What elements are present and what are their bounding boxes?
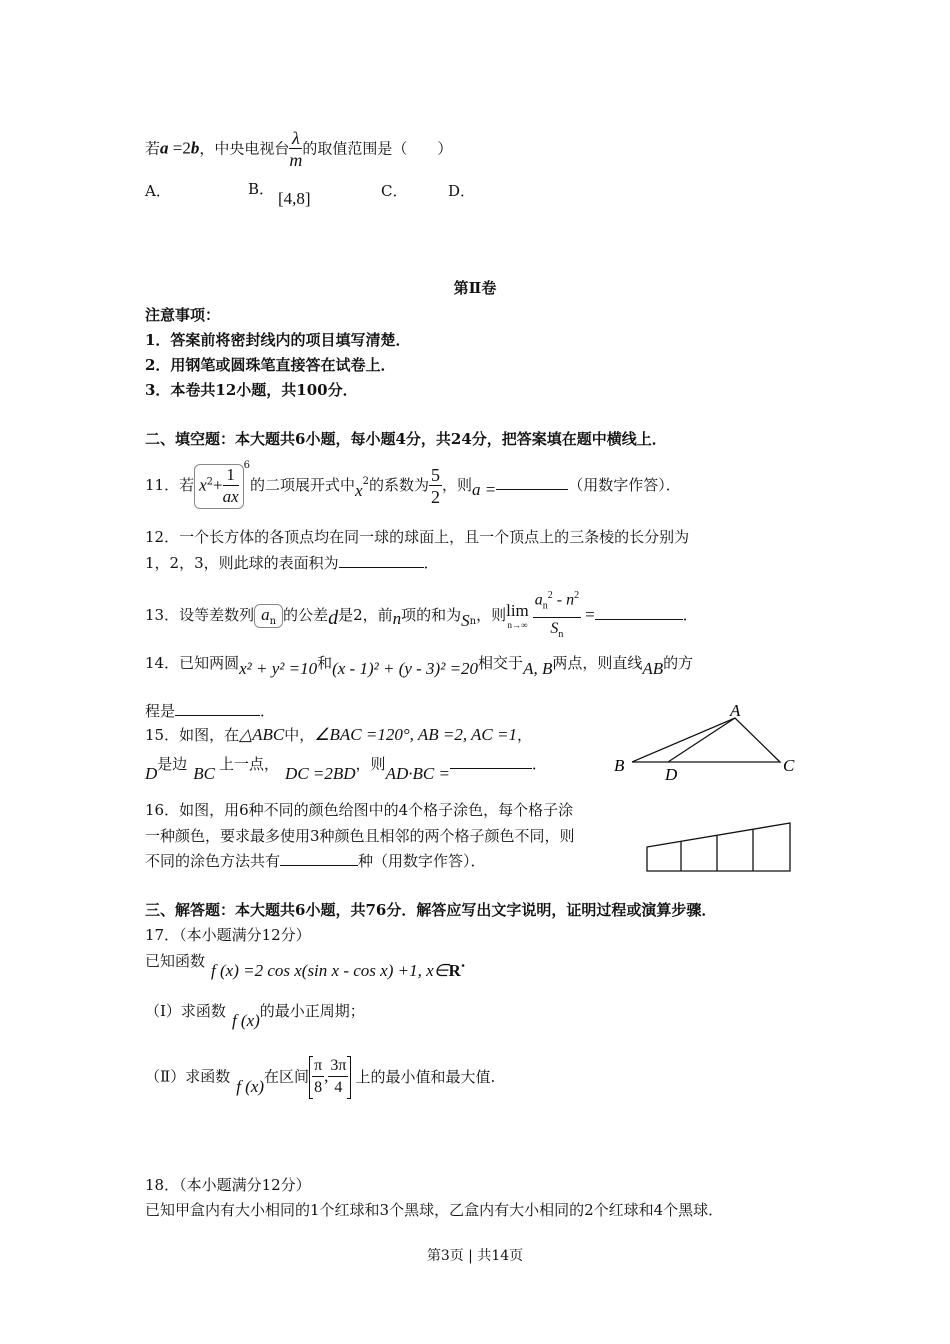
q17-given-pre: 已知函数 [145, 952, 206, 970]
q14-line2-pre: 程是 [145, 702, 176, 720]
q18-title: 18．（本小题满分12分） [145, 1176, 311, 1194]
q15-line2 [145, 753, 547, 784]
q15-answer-blank[interactable] [450, 754, 532, 769]
q15-conditions: ∠BAC =120°, AB =2, AC =1 [314, 725, 517, 744]
notice-1: 1．答案前将密封线内的项目填写清楚． [145, 331, 411, 349]
q14-line1 [145, 652, 693, 679]
q14-mid2: 两点，则直线 [552, 654, 643, 672]
q15-line1 [145, 724, 532, 745]
q16-grid-outline [647, 823, 790, 871]
q13-lim-word: lim [506, 600, 529, 620]
q17-part1-pre: （Ⅰ）求函数 [145, 1002, 226, 1020]
q13-seq-a: a [261, 604, 270, 624]
q17-int-a-den: 8 [314, 1079, 323, 1096]
q15-triangle-outline [632, 718, 780, 762]
q14-mid: 相交于 [478, 654, 524, 672]
q13-S: S [461, 610, 470, 630]
q17-int-a-num: π [312, 1056, 324, 1077]
q12-line2-pre: 1，2，3，则此球的表面积为 [145, 554, 339, 572]
q10-a: a [160, 138, 169, 158]
q10-frac-num: λ [289, 128, 302, 149]
q16-line2: 一种颜色，要求最多使用3种颜色且相邻的两个格子颜色不同，则 [145, 827, 575, 845]
q10-frac-den: m [289, 150, 303, 170]
q15-DC-BD: DC =2BD [285, 764, 356, 783]
q15-expression: AD·BC = [385, 764, 450, 783]
q17-part2-pre: （Ⅱ）求函数 [145, 1067, 231, 1086]
q15-triangle-figure [610, 700, 810, 785]
q11-answer-blank[interactable] [496, 475, 568, 490]
q13-sequence [254, 604, 283, 628]
q12-answer-blank[interactable] [339, 553, 424, 568]
q13-lim-sub: n→∞ [507, 619, 528, 630]
q17-part2-fx: f (x) [236, 1076, 265, 1096]
q11-x-exp: 2 [206, 476, 214, 487]
q10-option-a: A． [145, 182, 171, 200]
q13-n: n [392, 608, 402, 628]
q10-option-d: D． [448, 182, 476, 200]
q17-interval-b [328, 1056, 348, 1099]
q11-prefix: 11．若 [145, 476, 195, 494]
q14-suffix: 的方 [663, 654, 694, 672]
q15-line1-suf: ， [517, 726, 533, 744]
q17-title: 17．（本小题满分12分） [145, 926, 311, 944]
q17-part2-mid: 在区间 [264, 1067, 310, 1086]
q13-answer-blank[interactable] [595, 605, 683, 620]
q12-line1: 12．一个长方体的各顶点均在同一球的球面上，且一个顶点上的三条棱的长分别为 [145, 528, 690, 546]
q13-mid4: ，则 [476, 605, 507, 624]
notice-2: 2．用钢笔或圆珠笔直接答在试卷上． [145, 356, 396, 374]
q11-suffix: （用数字作答）． [568, 476, 681, 494]
q13-d: d [328, 606, 339, 629]
q14-circle1: x² + y² =10 [239, 659, 318, 678]
q13-suffix: ． [682, 605, 698, 624]
q17-part1 [145, 1000, 365, 1031]
notice-title: 注意事项： [145, 306, 221, 324]
q15-BC: BC [193, 764, 216, 783]
q11-mid3: ，则 [441, 476, 472, 494]
q17-dot: ． [460, 952, 476, 970]
q14-prefix: 14．已知两圆 [145, 654, 240, 672]
q14-circle2: (x - 1)² + (y - 3)² =20 [332, 659, 479, 678]
q13-seq-sub: n [269, 615, 277, 627]
section3-heading: 三、解答题：本大题共6小题，共76分．解答应写出文字说明，证明过程或演算步骤． [145, 901, 717, 919]
q11-binomial [194, 464, 244, 509]
q14-line2 [145, 700, 275, 721]
q13-fraction [533, 586, 581, 646]
q16-line1: 16．如图，用6种不同的颜色给图中的4个格子涂色，每个格子涂 [145, 801, 574, 819]
q15-label-A: A [730, 701, 741, 720]
q17-part1-suf: 的最小正周期； [259, 1002, 365, 1020]
q14-line-AB: AB [642, 659, 664, 678]
q15-mid2: 上一点， [219, 755, 280, 773]
q17-interval-comma: , [324, 1066, 329, 1086]
q13-den-S: S [550, 619, 559, 637]
q11-outer-exp: 6 [243, 460, 251, 471]
q15-label-C: C [783, 756, 795, 775]
q10-option-b-value: [4,8] [278, 189, 311, 208]
q16-line3-suf: 种（用数字作答）． [358, 852, 486, 870]
q13-num-sup: 2 [547, 590, 553, 601]
q11-line [145, 460, 681, 509]
q15-D: D [145, 764, 158, 783]
q14-and: 和 [317, 654, 333, 672]
q10-option-b: B． [248, 180, 275, 198]
q18-line1: 已知甲盒内有大小相同的1个红球和3个黑球，乙盒内有大小相同的2个红球和4个黑球． [145, 1201, 724, 1219]
q11-coef-num: 5 [430, 464, 440, 485]
q15-mid: 是边 [157, 755, 188, 773]
q15-segment-AD [668, 718, 735, 762]
q11-coef-frac [429, 465, 442, 508]
q10-suffix: 的取值范围是（ ） [302, 139, 453, 158]
q13-S-sub: n [469, 615, 477, 627]
q13-mid3: 项的和为 [401, 605, 462, 624]
q17-int-b-num: 3π [328, 1056, 348, 1077]
q14-line2-suf: ． [260, 702, 276, 720]
q17-part2 [145, 1056, 495, 1099]
q13-mid: 的公差 [283, 605, 329, 624]
q16-line3 [145, 850, 486, 871]
q13-num-rest: - n [552, 591, 575, 609]
q15-line1-mid: 中， [284, 726, 315, 744]
section2-heading: 二、填空题：本大题共6小题，每小题4分，共24分，把答案填在题中横线上． [145, 430, 667, 448]
q13-limit [506, 602, 529, 630]
q17-given [145, 950, 476, 981]
q10-line [145, 128, 452, 171]
q11-frac-num: 1 [223, 465, 239, 486]
q16-grid-figure [640, 815, 800, 877]
q11-mid2: 的系数为 [368, 476, 429, 494]
q15-label-B: B [614, 756, 625, 775]
q13-num-sub: n [542, 600, 548, 612]
q17-int-b-den: 4 [334, 1079, 343, 1096]
q15-mid3: ，则 [355, 755, 386, 773]
q17-interval [309, 1056, 351, 1099]
q17-R: R [448, 961, 461, 980]
page-footer: 第3页 | 共14页 [426, 1248, 524, 1264]
notice-3: 3．本卷共12小题，共100分． [145, 381, 358, 399]
q14-answer-blank[interactable] [175, 701, 260, 716]
q10-option-c: C． [381, 182, 408, 200]
q15-suffix: ． [531, 755, 547, 773]
q10-prefix: 若 [145, 139, 161, 158]
q12-line2 [145, 552, 439, 573]
q13-num-a: a [534, 591, 543, 609]
q15-triangle: △ABC [239, 725, 285, 744]
q10-eq: =2 [168, 138, 191, 158]
q10-fraction [289, 128, 302, 171]
q13-den-sub: n [558, 628, 564, 640]
q17-interval-a [312, 1056, 324, 1099]
q11-coef-den: 2 [430, 486, 440, 507]
q10-mid: ，中央电视台 [199, 139, 290, 158]
q16-answer-blank[interactable] [280, 851, 358, 866]
q11-x2: x [355, 481, 363, 500]
q11-mid: 的二项展开式中 [250, 476, 356, 494]
q15-label-D: D [665, 765, 678, 784]
q17-function: f (x) =2 cos x(sin x - cos x) +1, x∈ [211, 961, 449, 980]
q14-points: A, B [523, 659, 553, 678]
q13-prefix: 13．设等差数列 [145, 605, 255, 624]
q11-x2-exp: 2 [362, 476, 369, 487]
part2-title: 第Ⅱ卷 [453, 279, 497, 297]
q13-frac-num [533, 586, 581, 618]
q13-frac-den [533, 618, 581, 646]
q16-line3-pre: 不同的涂色方法共有 [145, 852, 281, 870]
q11-x: x [199, 475, 207, 494]
q15-line1-pre: 15．如图，在 [145, 726, 240, 744]
q13-num-rest-sup: 2 [574, 590, 580, 601]
q13-eq: = [585, 604, 595, 624]
q17-part1-fx: f (x) [231, 1011, 260, 1030]
q10-b: b [190, 138, 200, 158]
q17-part2-suf: 上的最小值和最大值. [355, 1067, 496, 1086]
q13-line [145, 586, 698, 646]
q11-frac-den: ax [222, 486, 239, 506]
q11-a-eq: a = [472, 480, 497, 499]
q11-inner-frac [223, 465, 239, 508]
q11-plus: + [213, 475, 223, 494]
q12-line2-suf: ． [423, 554, 439, 572]
q13-mid2: 是2，前 [338, 605, 393, 624]
